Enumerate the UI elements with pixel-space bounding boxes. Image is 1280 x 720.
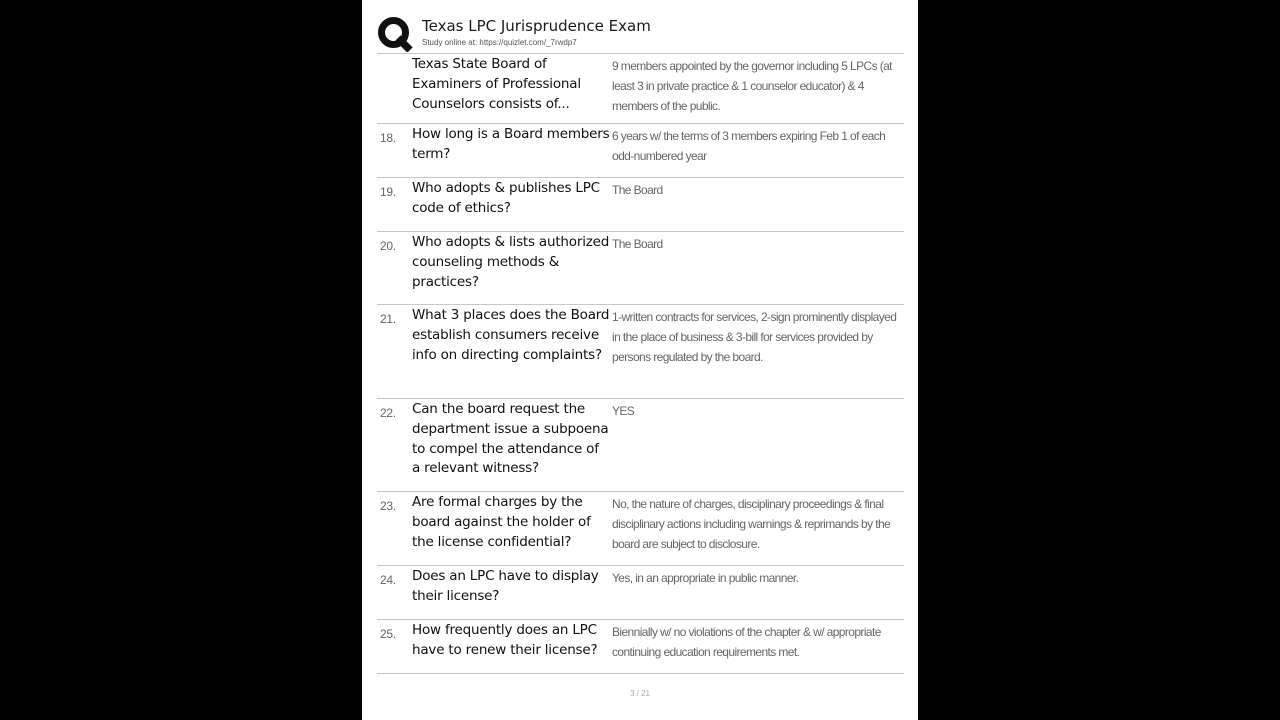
- question-text: Who adopts & lists authorized counseling methods & practices?: [412, 234, 610, 290]
- page-number: 3 / 21: [629, 689, 650, 698]
- row-number: 23.: [380, 499, 396, 513]
- question-text: Does an LPC have to display their license?: [412, 568, 599, 604]
- row-number: 20.: [380, 239, 396, 253]
- quizlet-logo-icon: [377, 16, 413, 52]
- question-text: Are formal charges by the board against the holder of the license confidential?: [412, 494, 591, 550]
- question-text: What 3 places does the Board establish consumers receive info on directing complaints?: [412, 307, 610, 363]
- row-number: 18.: [380, 131, 396, 145]
- row-number: 25.: [380, 627, 396, 641]
- question-text: Texas State Board of Examiners of Professional Counselors consists of...: [412, 56, 581, 112]
- answer-text: 6 years w/ the terms of 3 members expiring Feb 1 of each odd-numbered year: [612, 129, 886, 163]
- answer-text: The Board: [612, 237, 663, 251]
- row-number: 24.: [380, 573, 396, 587]
- flashcard-row: [377, 232, 904, 305]
- answer-text: 9 members appointed by the governor including 5 LPCs (at least 3 in private practice & 1 counselor educator) & 4 members of the public.: [612, 59, 892, 113]
- flashcard-row: [377, 124, 904, 178]
- answer-text: No, the nature of charges, disciplinary proceedings & final disciplinary actions including warnings & reprimands by the board are subject to disclosure.: [612, 497, 891, 551]
- flashcard-row: [377, 399, 904, 492]
- flashcard-row: [377, 566, 904, 620]
- flashcard-row: [377, 178, 904, 232]
- flashcard-list: [377, 53, 904, 674]
- question-text: Can the board request the department issue a subpoena to compel the attendance of a relevant witness?: [412, 401, 609, 477]
- row-number: 19.: [380, 185, 396, 199]
- document-page: [362, 0, 918, 720]
- question-text: Who adopts & publishes LPC code of ethics?: [412, 180, 600, 216]
- flashcard-row: [377, 305, 904, 399]
- study-online-link[interactable]: Study online at: https://quizlet.com/_7rwdp7: [422, 38, 577, 47]
- flashcard-row: [377, 620, 904, 674]
- row-number: 21.: [380, 312, 396, 326]
- row-number: 22.: [380, 406, 396, 420]
- answer-text: Biennially w/ no violations of the chapter & w/ appropriate continuing education requirements met.: [612, 625, 881, 659]
- answer-text: The Board: [612, 183, 663, 197]
- page-title: Texas LPC Jurisprudence Exam: [422, 17, 651, 35]
- flashcard-row: [377, 492, 904, 566]
- answer-text: 1-written contracts for services, 2-sign prominently displayed in the place of business & 3-bill for services provided by persons regulated by the board.: [612, 310, 897, 364]
- answer-text: Yes, in an appropriate in public manner.: [612, 571, 799, 585]
- question-text: How long is a Board members term?: [412, 126, 610, 162]
- question-text: How frequently does an LPC have to renew their license?: [412, 622, 598, 658]
- flashcard-row: [377, 54, 904, 124]
- document-header: [377, 16, 904, 54]
- answer-text: YES: [612, 404, 635, 418]
